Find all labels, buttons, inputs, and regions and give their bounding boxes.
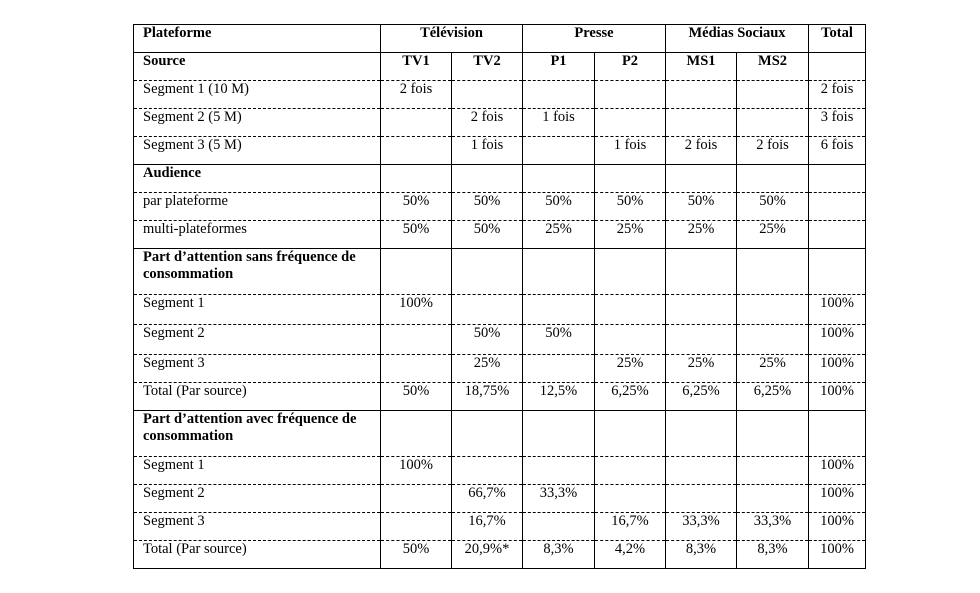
platform-header-row <box>134 25 866 53</box>
cell-tv1 <box>381 137 452 165</box>
audience-row <box>134 221 866 249</box>
cell-tv1: 50% <box>381 221 452 249</box>
cell-ms2: 6,25% <box>737 383 809 411</box>
cell-p1 <box>523 137 595 165</box>
cell-tv2 <box>452 457 523 485</box>
row-label: Total (Par source) <box>134 383 381 411</box>
cell-ms1: 2 fois <box>666 137 737 165</box>
attention-sans-row <box>134 325 866 355</box>
audience-row <box>134 193 866 221</box>
cell-ms1: 50% <box>666 193 737 221</box>
audience-section-title: Audience <box>134 165 381 193</box>
cell-p1 <box>523 81 595 109</box>
row-label: Segment 3 (5 M) <box>134 137 381 165</box>
source-header-label: Source <box>134 53 381 81</box>
cell-ms1: 8,3% <box>666 541 737 569</box>
attention-avec-row <box>134 513 866 541</box>
attention-sans-total-row <box>134 383 866 411</box>
cell-ms1 <box>666 325 737 355</box>
cell-total: 2 fois <box>809 81 866 109</box>
row-label: multi-plateformes <box>134 221 381 249</box>
cell-tv2: 66,7% <box>452 485 523 513</box>
attention-avec-row <box>134 485 866 513</box>
row-label: Segment 1 <box>134 457 381 485</box>
cell-tv1: 2 fois <box>381 81 452 109</box>
cell-ms2 <box>737 325 809 355</box>
cell-ms2 <box>737 295 809 325</box>
cell-p1: 12,5% <box>523 383 595 411</box>
cell-p2: 6,25% <box>595 383 666 411</box>
cell-total <box>809 193 866 221</box>
attention-sans-section-row <box>134 249 866 295</box>
row-label: Segment 1 <box>134 295 381 325</box>
attention-sans-row <box>134 355 866 383</box>
cell-total: 100% <box>809 485 866 513</box>
cell-p2 <box>595 81 666 109</box>
cell-p2 <box>595 109 666 137</box>
cell-p1: 50% <box>523 193 595 221</box>
cell-tv2 <box>452 81 523 109</box>
attention-avec-total-row <box>134 541 866 569</box>
medias-sociaux-header: Médias Sociaux <box>666 25 809 53</box>
television-header: Télévision <box>381 25 523 53</box>
cell-tv1 <box>381 325 452 355</box>
cell-tv1 <box>381 485 452 513</box>
total-header: Total <box>809 25 866 53</box>
cell-p1: 50% <box>523 325 595 355</box>
attention-avec-row <box>134 457 866 485</box>
cell-p2: 4,2% <box>595 541 666 569</box>
presse-header: Presse <box>523 25 666 53</box>
cell-total: 3 fois <box>809 109 866 137</box>
cell-ms2: 8,3% <box>737 541 809 569</box>
cell-tv2: 50% <box>452 193 523 221</box>
cell-total <box>809 221 866 249</box>
cell-ms2: 25% <box>737 355 809 383</box>
cell-tv2: 1 fois <box>452 137 523 165</box>
ms2-header: MS2 <box>737 53 809 81</box>
cell-tv2: 50% <box>452 325 523 355</box>
cell-p1: 33,3% <box>523 485 595 513</box>
attention-sans-section-title: Part d’attention sans fréquence de consommation <box>134 249 381 295</box>
attention-avec-section-row <box>134 411 866 457</box>
cell-ms2: 50% <box>737 193 809 221</box>
cell-total: 100% <box>809 325 866 355</box>
cell-p2: 1 fois <box>595 137 666 165</box>
tv1-header: TV1 <box>381 53 452 81</box>
row-label: Segment 3 <box>134 355 381 383</box>
cell-ms1 <box>666 485 737 513</box>
p2-header: P2 <box>595 53 666 81</box>
segment-row <box>134 109 866 137</box>
cell-total: 100% <box>809 513 866 541</box>
row-label: Segment 1 (10 M) <box>134 81 381 109</box>
cell-total: 100% <box>809 457 866 485</box>
cell-ms2 <box>737 81 809 109</box>
cell-ms2: 33,3% <box>737 513 809 541</box>
cell-p1 <box>523 355 595 383</box>
cell-total: 100% <box>809 383 866 411</box>
cell-total: 6 fois <box>809 137 866 165</box>
tv2-header: TV2 <box>452 53 523 81</box>
source-header-row <box>134 53 866 81</box>
cell-p1 <box>523 513 595 541</box>
cell-tv1 <box>381 513 452 541</box>
cell-tv1 <box>381 109 452 137</box>
cell-ms1: 33,3% <box>666 513 737 541</box>
ms1-header: MS1 <box>666 53 737 81</box>
cell-p2: 25% <box>595 221 666 249</box>
cell-p2 <box>595 457 666 485</box>
platform-header-label: Plateforme <box>134 25 381 53</box>
cell-tv2 <box>452 295 523 325</box>
row-label: Total (Par source) <box>134 541 381 569</box>
cell-p2: 50% <box>595 193 666 221</box>
cell-ms2: 2 fois <box>737 137 809 165</box>
cell-ms1: 6,25% <box>666 383 737 411</box>
cell-ms2: 25% <box>737 221 809 249</box>
cell-p1: 1 fois <box>523 109 595 137</box>
row-label: Segment 2 <box>134 485 381 513</box>
row-label: Segment 3 <box>134 513 381 541</box>
cell-ms2 <box>737 109 809 137</box>
segment-row <box>134 81 866 109</box>
cell-ms1 <box>666 295 737 325</box>
cell-tv1: 100% <box>381 295 452 325</box>
cell-tv1: 100% <box>381 457 452 485</box>
cell-total: 100% <box>809 355 866 383</box>
cell-p2: 25% <box>595 355 666 383</box>
cell-p1 <box>523 457 595 485</box>
cell-tv2: 18,75% <box>452 383 523 411</box>
cell-total: 100% <box>809 295 866 325</box>
cell-tv1: 50% <box>381 193 452 221</box>
cell-ms2 <box>737 485 809 513</box>
p1-header: P1 <box>523 53 595 81</box>
cell-tv1 <box>381 355 452 383</box>
cell-p1 <box>523 295 595 325</box>
attention-sans-row <box>134 295 866 325</box>
cell-p1: 25% <box>523 221 595 249</box>
cell-p2 <box>595 325 666 355</box>
cell-ms1 <box>666 109 737 137</box>
cell-ms2 <box>737 457 809 485</box>
cell-tv2: 20,9%* <box>452 541 523 569</box>
cell-tv2: 2 fois <box>452 109 523 137</box>
cell-p2 <box>595 295 666 325</box>
cell-tv2: 25% <box>452 355 523 383</box>
row-label: Segment 2 (5 M) <box>134 109 381 137</box>
source-total-empty <box>809 53 866 81</box>
row-label: Segment 2 <box>134 325 381 355</box>
cell-total: 100% <box>809 541 866 569</box>
cell-tv2: 16,7% <box>452 513 523 541</box>
cell-p2 <box>595 485 666 513</box>
cell-ms1 <box>666 457 737 485</box>
cell-p1: 8,3% <box>523 541 595 569</box>
cell-tv1: 50% <box>381 383 452 411</box>
cell-ms1: 25% <box>666 355 737 383</box>
attention-share-table <box>133 24 866 569</box>
cell-ms1 <box>666 81 737 109</box>
cell-p2: 16,7% <box>595 513 666 541</box>
audience-section-row <box>134 165 866 193</box>
cell-tv1: 50% <box>381 541 452 569</box>
row-label: par plateforme <box>134 193 381 221</box>
attention-avec-section-title: Part d’attention avec fréquence de consommation <box>134 411 381 457</box>
segment-row <box>134 137 866 165</box>
cell-tv2: 50% <box>452 221 523 249</box>
cell-ms1: 25% <box>666 221 737 249</box>
